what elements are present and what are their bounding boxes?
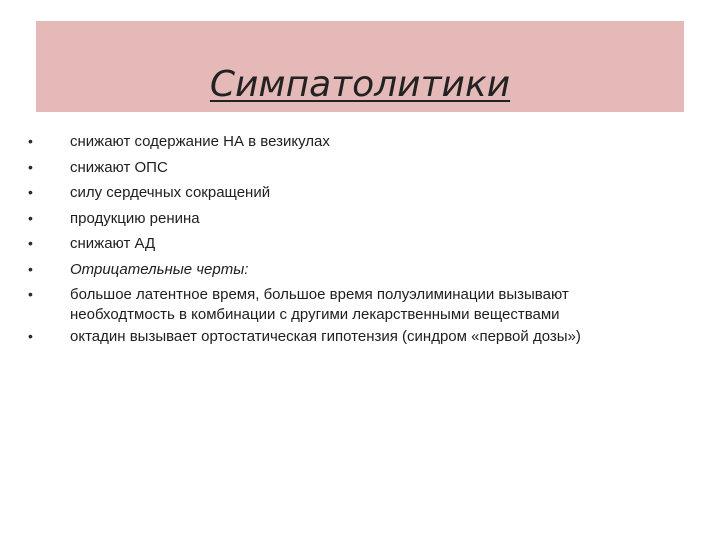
list-item-text: большое латентное время, большое время полуэлиминации вызывают необходтмость в комбинации с другими лекарственными веществами [70, 286, 569, 323]
list-item-text: октадин вызывает ортостатическая гипотензия (синдром «первой дозы») [70, 328, 581, 345]
bullet-icon: • [28, 158, 33, 175]
list-item [24, 234, 664, 254]
list-item [24, 158, 664, 178]
bullet-list [24, 132, 664, 353]
list-item [24, 327, 664, 347]
bullet-icon: • [28, 260, 33, 277]
list-item-text: Отрицательные черты: [70, 260, 249, 278]
list-item [24, 260, 664, 280]
list-item [24, 132, 664, 152]
bullet-icon: • [28, 286, 33, 302]
list-item-text: продукцию ренина [70, 209, 200, 227]
list-item-text: снижают содержание НА в везикулах [70, 133, 330, 150]
slide-title: Симпатолитики [209, 64, 511, 105]
list-item [24, 209, 664, 229]
list-item [24, 183, 664, 203]
title-band [36, 21, 684, 112]
bullet-icon: • [28, 184, 33, 200]
list-item-text: силу сердечных сокращений [70, 184, 271, 201]
list-item-text: снижают АД [70, 235, 156, 252]
bullet-icon: • [28, 235, 33, 251]
bullet-icon: • [28, 328, 33, 344]
list-item [24, 285, 664, 324]
bullet-icon: • [28, 133, 33, 149]
bullet-icon: • [28, 209, 33, 226]
list-item-text: снижают ОПС [70, 158, 168, 176]
